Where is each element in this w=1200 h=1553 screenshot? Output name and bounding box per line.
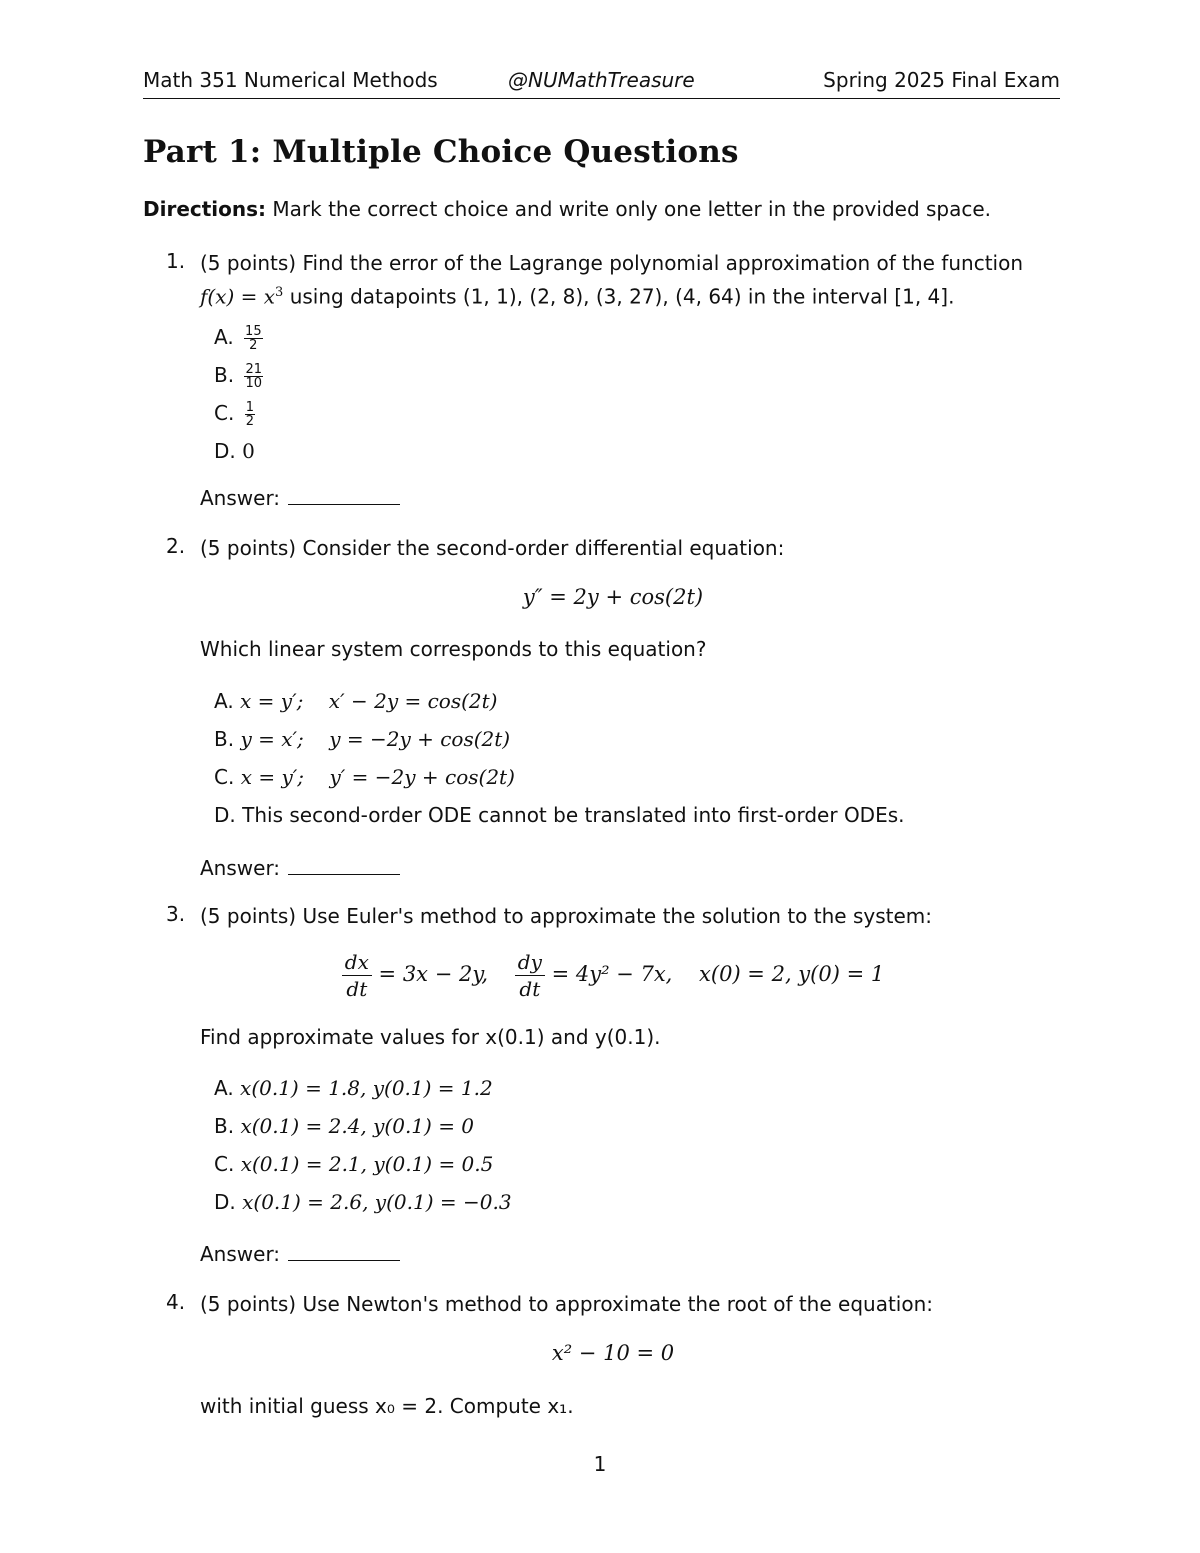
choice-b[interactable]	[214, 363, 263, 390]
question-points: (5 points)	[200, 1292, 297, 1316]
question-points: (5 points)	[200, 251, 297, 275]
directions-text: Mark the correct choice and write only one letter in the provided space.	[272, 197, 992, 221]
answer-label: Answer:	[200, 1242, 281, 1266]
choice-letter: B.	[214, 727, 235, 751]
equation-x: = 3x − 2y,	[378, 962, 489, 986]
choice-value: x = y′; y′ = −2y + cos(2t)	[240, 765, 515, 789]
choice-letter: A.	[214, 689, 234, 713]
answer-line	[200, 486, 400, 510]
choice-fraction: $\frac{21}{10}$	[245, 362, 262, 391]
question-points: (5 points)	[200, 904, 297, 928]
answer-blank[interactable]	[288, 486, 400, 505]
exam-title: Spring 2025 Final Exam	[823, 68, 1060, 92]
question-text	[200, 1290, 1060, 1319]
choice-a[interactable]	[214, 689, 497, 713]
choice-letter: D.	[214, 439, 236, 463]
choice-value: x(0.1) = 2.1, y(0.1) = 0.5	[240, 1152, 494, 1176]
choice-letter: A.	[214, 325, 234, 349]
answer-blank[interactable]	[288, 1242, 400, 1261]
question-prompt: Use Euler's method to approximate the solution to the system:	[302, 904, 932, 928]
answer-label: Answer:	[200, 486, 281, 510]
question-points: (5 points)	[200, 536, 297, 560]
question-number: 1.	[166, 249, 186, 273]
system-equation	[166, 949, 1060, 1002]
choice-fraction: $\frac{1}{2}$	[245, 400, 254, 429]
display-equation: x² − 10 = 0	[551, 1341, 675, 1365]
choice-letter: C.	[214, 401, 235, 425]
choice-value: x(0.1) = 2.6, y(0.1) = −0.3	[242, 1190, 512, 1214]
question-followup: Which linear system corresponds to this equation?	[200, 637, 707, 661]
choice-letter: D.	[214, 1190, 236, 1214]
choice-value: 0	[242, 439, 255, 463]
question-number: 4.	[166, 1290, 186, 1314]
choice-value: x(0.1) = 1.8, y(0.1) = 1.2	[240, 1076, 493, 1100]
answer-label: Answer:	[200, 856, 281, 880]
equation-y: = 4y² − 7x,	[551, 962, 673, 986]
answer-line	[200, 856, 400, 880]
choice-letter: D.	[214, 803, 236, 827]
choice-c[interactable]	[214, 765, 515, 789]
choice-d[interactable]	[214, 1190, 512, 1214]
section-title: Part 1: Multiple Choice Questions	[143, 134, 739, 170]
question-followup: with initial guess x₀ = 2. Compute x₁.	[200, 1394, 574, 1418]
choice-letter: A.	[214, 1076, 234, 1100]
choice-value: x = y′; x′ − 2y = cos(2t)	[240, 689, 498, 713]
course-title: Math 351 Numerical Methods	[143, 68, 438, 92]
question-text	[200, 534, 1060, 563]
answer-line	[200, 1242, 400, 1266]
choice-c[interactable]	[214, 1152, 493, 1176]
answer-blank[interactable]	[288, 856, 400, 875]
choice-fraction: $\frac{15}{2}$	[245, 324, 262, 353]
question-prompt: Consider the second-order differential equation:	[302, 536, 785, 560]
running-header	[143, 68, 1060, 99]
choice-a[interactable]	[214, 325, 263, 352]
function-exponent: 3	[275, 285, 284, 300]
question-followup: Find approximate values for x(0.1) and y(0.1).	[200, 1025, 661, 1049]
choice-b[interactable]	[214, 1114, 474, 1138]
choice-d[interactable]	[214, 439, 255, 463]
choice-letter: B.	[214, 363, 235, 387]
choice-d[interactable]	[214, 803, 905, 827]
choice-letter: B.	[214, 1114, 235, 1138]
derivative-dy-dt: $\frac{dy}{dt}$	[515, 949, 545, 1002]
display-equation: y″ = 2y + cos(2t)	[522, 585, 704, 609]
function-expression: f(x) = x	[200, 284, 276, 309]
choice-value: x(0.1) = 2.4, y(0.1) = 0	[240, 1114, 475, 1138]
directions-label: Directions:	[143, 197, 267, 221]
question-prompt: Use Newton's method to approximate the root of the equation:	[302, 1292, 934, 1316]
question-number: 2.	[166, 534, 186, 558]
question-prompt-cont: using datapoints (1, 1), (2, 8), (3, 27), (4, 64) in the interval [1, 4].	[289, 284, 955, 309]
choice-letter: C.	[214, 1152, 235, 1176]
directions	[143, 197, 991, 221]
choice-letter: C.	[214, 765, 235, 789]
source-handle: @NUMathTreasure	[508, 68, 695, 92]
derivative-dx-dt: $\frac{dx}{dt}$	[342, 949, 372, 1002]
choice-value: y = x′; y = −2y + cos(2t)	[240, 727, 511, 751]
question-number: 3.	[166, 902, 186, 926]
question-text	[200, 249, 1060, 312]
page-number: 1	[593, 1452, 607, 1476]
choice-a[interactable]	[214, 1076, 493, 1100]
choice-value: This second-order ODE cannot be translated into first-order ODEs.	[242, 803, 905, 827]
initial-conditions: x(0) = 2, y(0) = 1	[699, 962, 885, 986]
choice-c[interactable]	[214, 401, 255, 428]
question-prompt: Find the error of the Lagrange polynomial approximation of the function	[302, 251, 1024, 275]
choice-b[interactable]	[214, 727, 510, 751]
question-text	[200, 902, 1060, 931]
